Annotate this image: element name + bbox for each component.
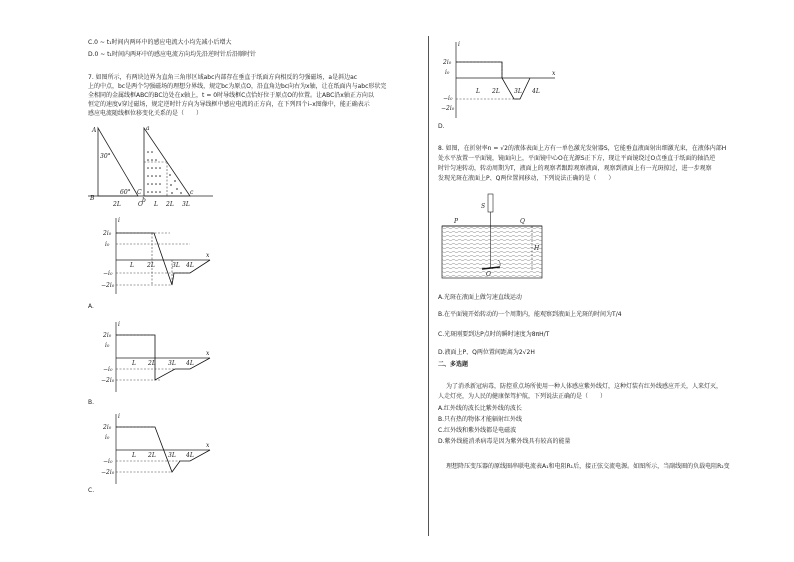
svg-text:x: x xyxy=(552,70,556,77)
label-c: c xyxy=(190,189,194,196)
svg-text:4L: 4L xyxy=(186,452,194,459)
svg-text:2i0: 2i0 xyxy=(103,230,112,237)
angle-60: 60° xyxy=(120,189,131,196)
svg-text:2L: 2L xyxy=(492,88,500,95)
graph-c-curve xyxy=(116,427,210,472)
length-L: L xyxy=(154,201,158,208)
q8-option-b: B.在平面镜开始转动的一个周期内，能观察到液面上光斑的时间为T/4 xyxy=(438,311,622,318)
svg-text:i0: i0 xyxy=(105,241,110,248)
svg-text:−i0: −i0 xyxy=(103,458,113,465)
column-divider xyxy=(428,36,429,536)
svg-text:2L: 2L xyxy=(148,360,156,367)
label-d: D. xyxy=(438,123,445,130)
label-B: B xyxy=(90,195,95,202)
graph-a-curve xyxy=(116,233,210,285)
q7-line2: 上的中点，bc是两个匀强磁场的理想分界线，规定bc为原点O，沿直角边bc向右为x轴，让在纸面内与abc形状完 xyxy=(88,83,387,90)
q7-line4: 恒定的速度v穿过磁场，规定逆时针方向为导线框中感应电流的正方向，在下列四个i–x图像中，能正确表示 xyxy=(88,101,370,108)
graph-option-c xyxy=(100,412,215,487)
svg-text:i: i xyxy=(458,41,460,48)
q9-option-b: B.只有热的物体才能辐射红外线 xyxy=(438,416,523,423)
label-b: B. xyxy=(88,399,95,406)
angle-30: 30° xyxy=(100,153,111,160)
svg-text:L: L xyxy=(132,360,136,367)
q10-line1: 理想降压变压器的原线圈串联电流表A₁和电阻R₁后，接正弦交流电源。如图所示，当副线圈的负载电阻R₂变 xyxy=(446,463,730,470)
liquid xyxy=(442,226,542,278)
label-C: C xyxy=(137,189,142,196)
label-A: A xyxy=(92,127,97,134)
q9-option-a: A.红外线的波长比紫外线的波长 xyxy=(438,405,522,412)
mirror-center-O: O xyxy=(486,271,491,278)
label-a: a xyxy=(146,125,150,132)
point-P: P xyxy=(454,218,459,225)
q7-line5: 感应电流随线框位移变化关系的是（ ） xyxy=(88,110,203,117)
section-heading: 二、多选题 xyxy=(438,361,469,368)
source-S: S xyxy=(481,203,486,210)
q7-figure xyxy=(88,122,218,210)
label-b: b xyxy=(142,197,146,204)
q9-line2: 人走灯亮，为人民的健康保驾护航，下列说法正确的是（ ） xyxy=(438,393,607,400)
svg-text:2i0: 2i0 xyxy=(443,59,452,66)
svg-text:−2i0: −2i0 xyxy=(101,469,115,476)
svg-text:3L: 3L xyxy=(514,88,522,95)
svg-text:3L: 3L xyxy=(168,360,176,367)
triangle-abc-frame xyxy=(98,128,138,196)
tick-L: L xyxy=(130,262,134,269)
option-d-prev: D.0 ~ t₁时间内两环中的感应电流方向均先沿逆时针后沿顺时针 xyxy=(88,51,256,58)
svg-text:i0: i0 xyxy=(445,69,450,76)
svg-text:−i0: −i0 xyxy=(443,95,453,102)
origin-O: O xyxy=(138,201,143,208)
svg-text:x: x xyxy=(206,442,210,449)
graph-option-b xyxy=(100,320,215,395)
depth-H: H xyxy=(534,245,540,252)
svg-text:x: x xyxy=(206,350,210,357)
svg-text:L: L xyxy=(476,88,480,95)
svg-text:−i0: −i0 xyxy=(103,366,113,373)
q8-line4: 发现光斑在液面上P、Q两位置间移动，下列说法正确的是（ ） xyxy=(438,175,615,182)
svg-text:−2i0: −2i0 xyxy=(101,282,115,289)
svg-text:i0: i0 xyxy=(105,434,110,441)
q9-option-d: D.紫外线能消杀病毒是因为紫外线具有较高的能量 xyxy=(438,438,571,445)
q8-option-a: A.光斑在液面上做匀速直线运动 xyxy=(438,294,522,301)
q7-line3: 全相同的金属线框ABC的BC边处在x轴上，t = 0时导线框C点恰好位于原点O的位置。让ABC沿x轴正方向以 xyxy=(88,92,374,99)
label-c: C. xyxy=(88,487,95,494)
tick-2L: 2L xyxy=(147,262,155,269)
svg-text:L: L xyxy=(132,452,136,459)
svg-text:−2i0: −2i0 xyxy=(441,105,455,112)
q8-figure xyxy=(440,190,550,282)
q9-line1: 为了消杀新冠病毒，防控重点场所使用一种人体感应紫外线灯，这种灯装有红外线感应开关，人来灯灭， xyxy=(446,383,723,390)
q8-option-c: C.光斑刚要到达P点时的瞬时速度为8πH/T xyxy=(438,331,550,338)
svg-text:2i0: 2i0 xyxy=(103,424,112,431)
length-3L: 3L xyxy=(182,201,190,208)
point-Q: Q xyxy=(520,218,525,225)
field-crosses xyxy=(169,174,182,194)
graph-option-a xyxy=(100,216,215,296)
x-axis-label: x xyxy=(206,252,210,259)
q8-line3: 时针匀速转动，转动周期为T，液面上的观察者跟踪观察液面，观察到液面上有一光斑掠过，进一步观察 xyxy=(438,165,712,172)
svg-text:i: i xyxy=(118,413,120,420)
tick-3L: 3L xyxy=(172,262,180,269)
label-a: A. xyxy=(88,303,94,310)
svg-text:−i0: −i0 xyxy=(103,270,113,277)
graph-b-curve xyxy=(116,335,210,380)
q8-line2: 处水平放置一平面镜，镜面向上，平面镜中心O在光源S正下方，现让平面镜绕过O点垂直于纸面的轴沿逆 xyxy=(438,155,716,162)
svg-text:4L: 4L xyxy=(186,360,194,367)
field-dots xyxy=(147,151,161,193)
q7-line1: 7. 如图所示，有两块边界为直角三角形区域abc内部存在垂直于纸面方向相反的匀强磁场，a是斜边ac xyxy=(88,74,358,81)
svg-text:i0: i0 xyxy=(105,342,110,349)
svg-text:i: i xyxy=(118,321,120,328)
length-2L: 2L xyxy=(166,201,174,208)
svg-text:2i0: 2i0 xyxy=(103,332,112,339)
q8-line1: 8. 如图，在折射率n = √2的液体表面上方有一单色激光发射器S，它能垂直液面射出细激光束，在液体内部H xyxy=(438,145,727,152)
q9-option-c: C.红外线和紫外线都是电磁波 xyxy=(438,427,517,434)
svg-text:2L: 2L xyxy=(148,452,156,459)
svg-text:−2i0: −2i0 xyxy=(101,377,115,384)
tick-4L: 4L xyxy=(186,262,194,269)
svg-text:3L: 3L xyxy=(168,452,176,459)
graph-option-d xyxy=(440,40,560,120)
i-axis-label: i xyxy=(118,217,120,224)
laser-emitter xyxy=(488,194,493,212)
svg-text:4L: 4L xyxy=(532,88,540,95)
q8-option-d: D.液面上P、Q两位置间距离为2√2H xyxy=(438,349,535,356)
option-c-prev: C.0 ~ t₁时间内两环中的感应电流大小均先减小后增大 xyxy=(88,39,232,46)
length-2L-left: 2L xyxy=(113,201,121,208)
